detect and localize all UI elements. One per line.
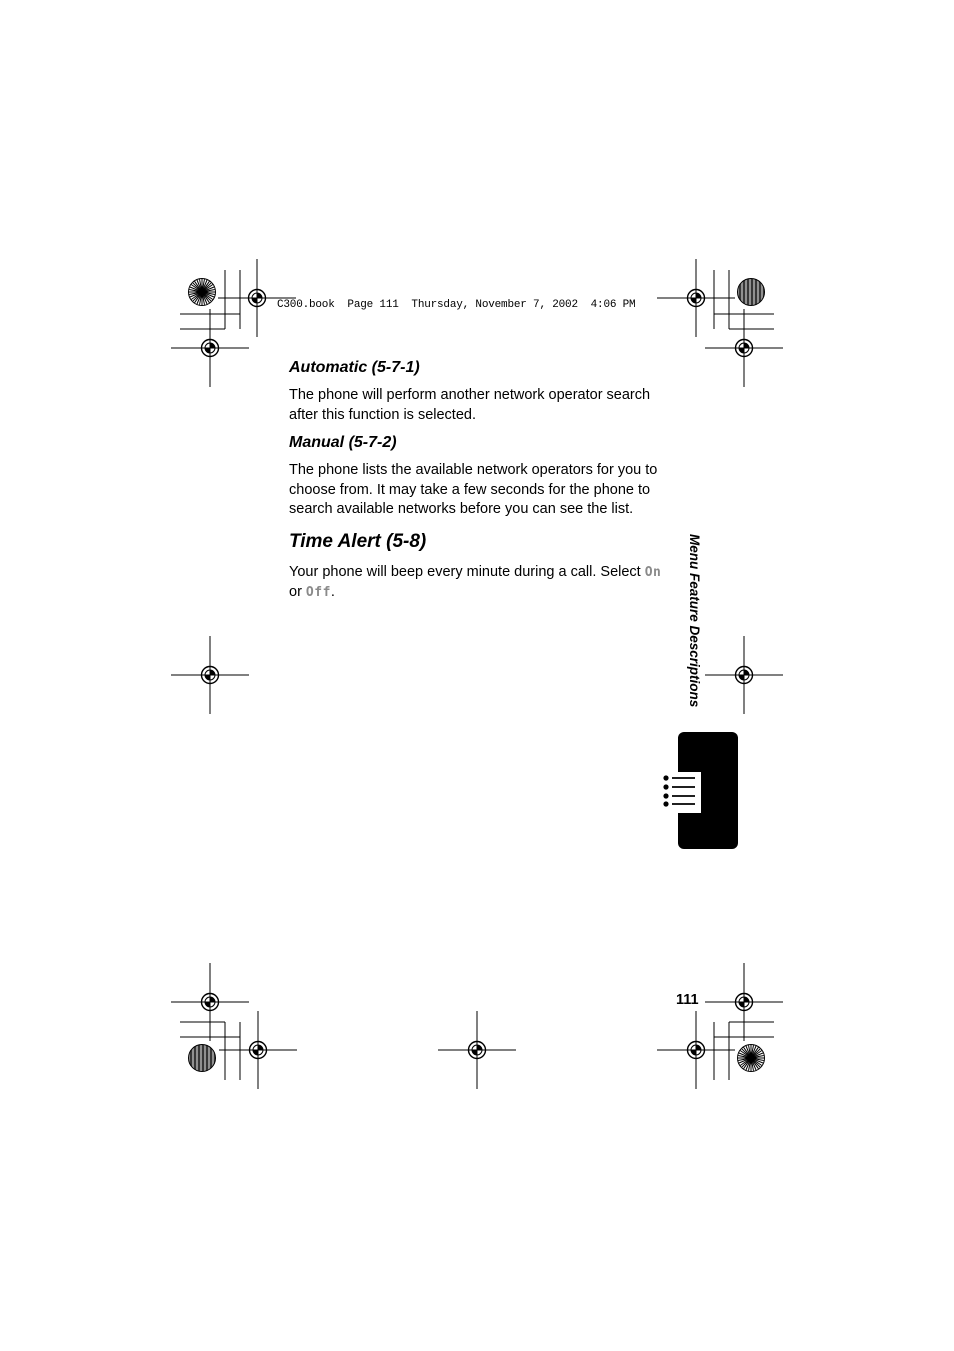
print-header: C300.book Page 111 Thursday, November 7, 2002 4:06 PM xyxy=(277,299,636,311)
manual-body: The phone lists the available network operators for you to choose from. It may take a few seconds for the phone to search available networks before you can see the list. xyxy=(289,462,658,517)
time-alert-text-2: or xyxy=(289,583,306,600)
side-tab-label xyxy=(684,534,706,724)
automatic-heading: Automatic (5-7-1) xyxy=(289,359,420,376)
option-off: Off xyxy=(305,584,331,600)
side-tab-label-text: Menu Feature Descriptions xyxy=(687,534,702,708)
manual-heading: Manual (5-7-2) xyxy=(289,434,397,451)
menu-list-icon xyxy=(659,772,701,813)
option-on: On xyxy=(644,565,662,580)
automatic-body: The phone will perform another network operator search after this function is selected. xyxy=(289,387,651,423)
time-alert-text-1: Your phone will beep every minute during a call. Select xyxy=(289,564,645,580)
time-alert-text-3: . xyxy=(330,583,335,600)
time-alert-heading: Time Alert (5-8) xyxy=(289,531,427,552)
time-alert-body xyxy=(289,563,664,602)
page-number: 111 xyxy=(676,992,699,1008)
